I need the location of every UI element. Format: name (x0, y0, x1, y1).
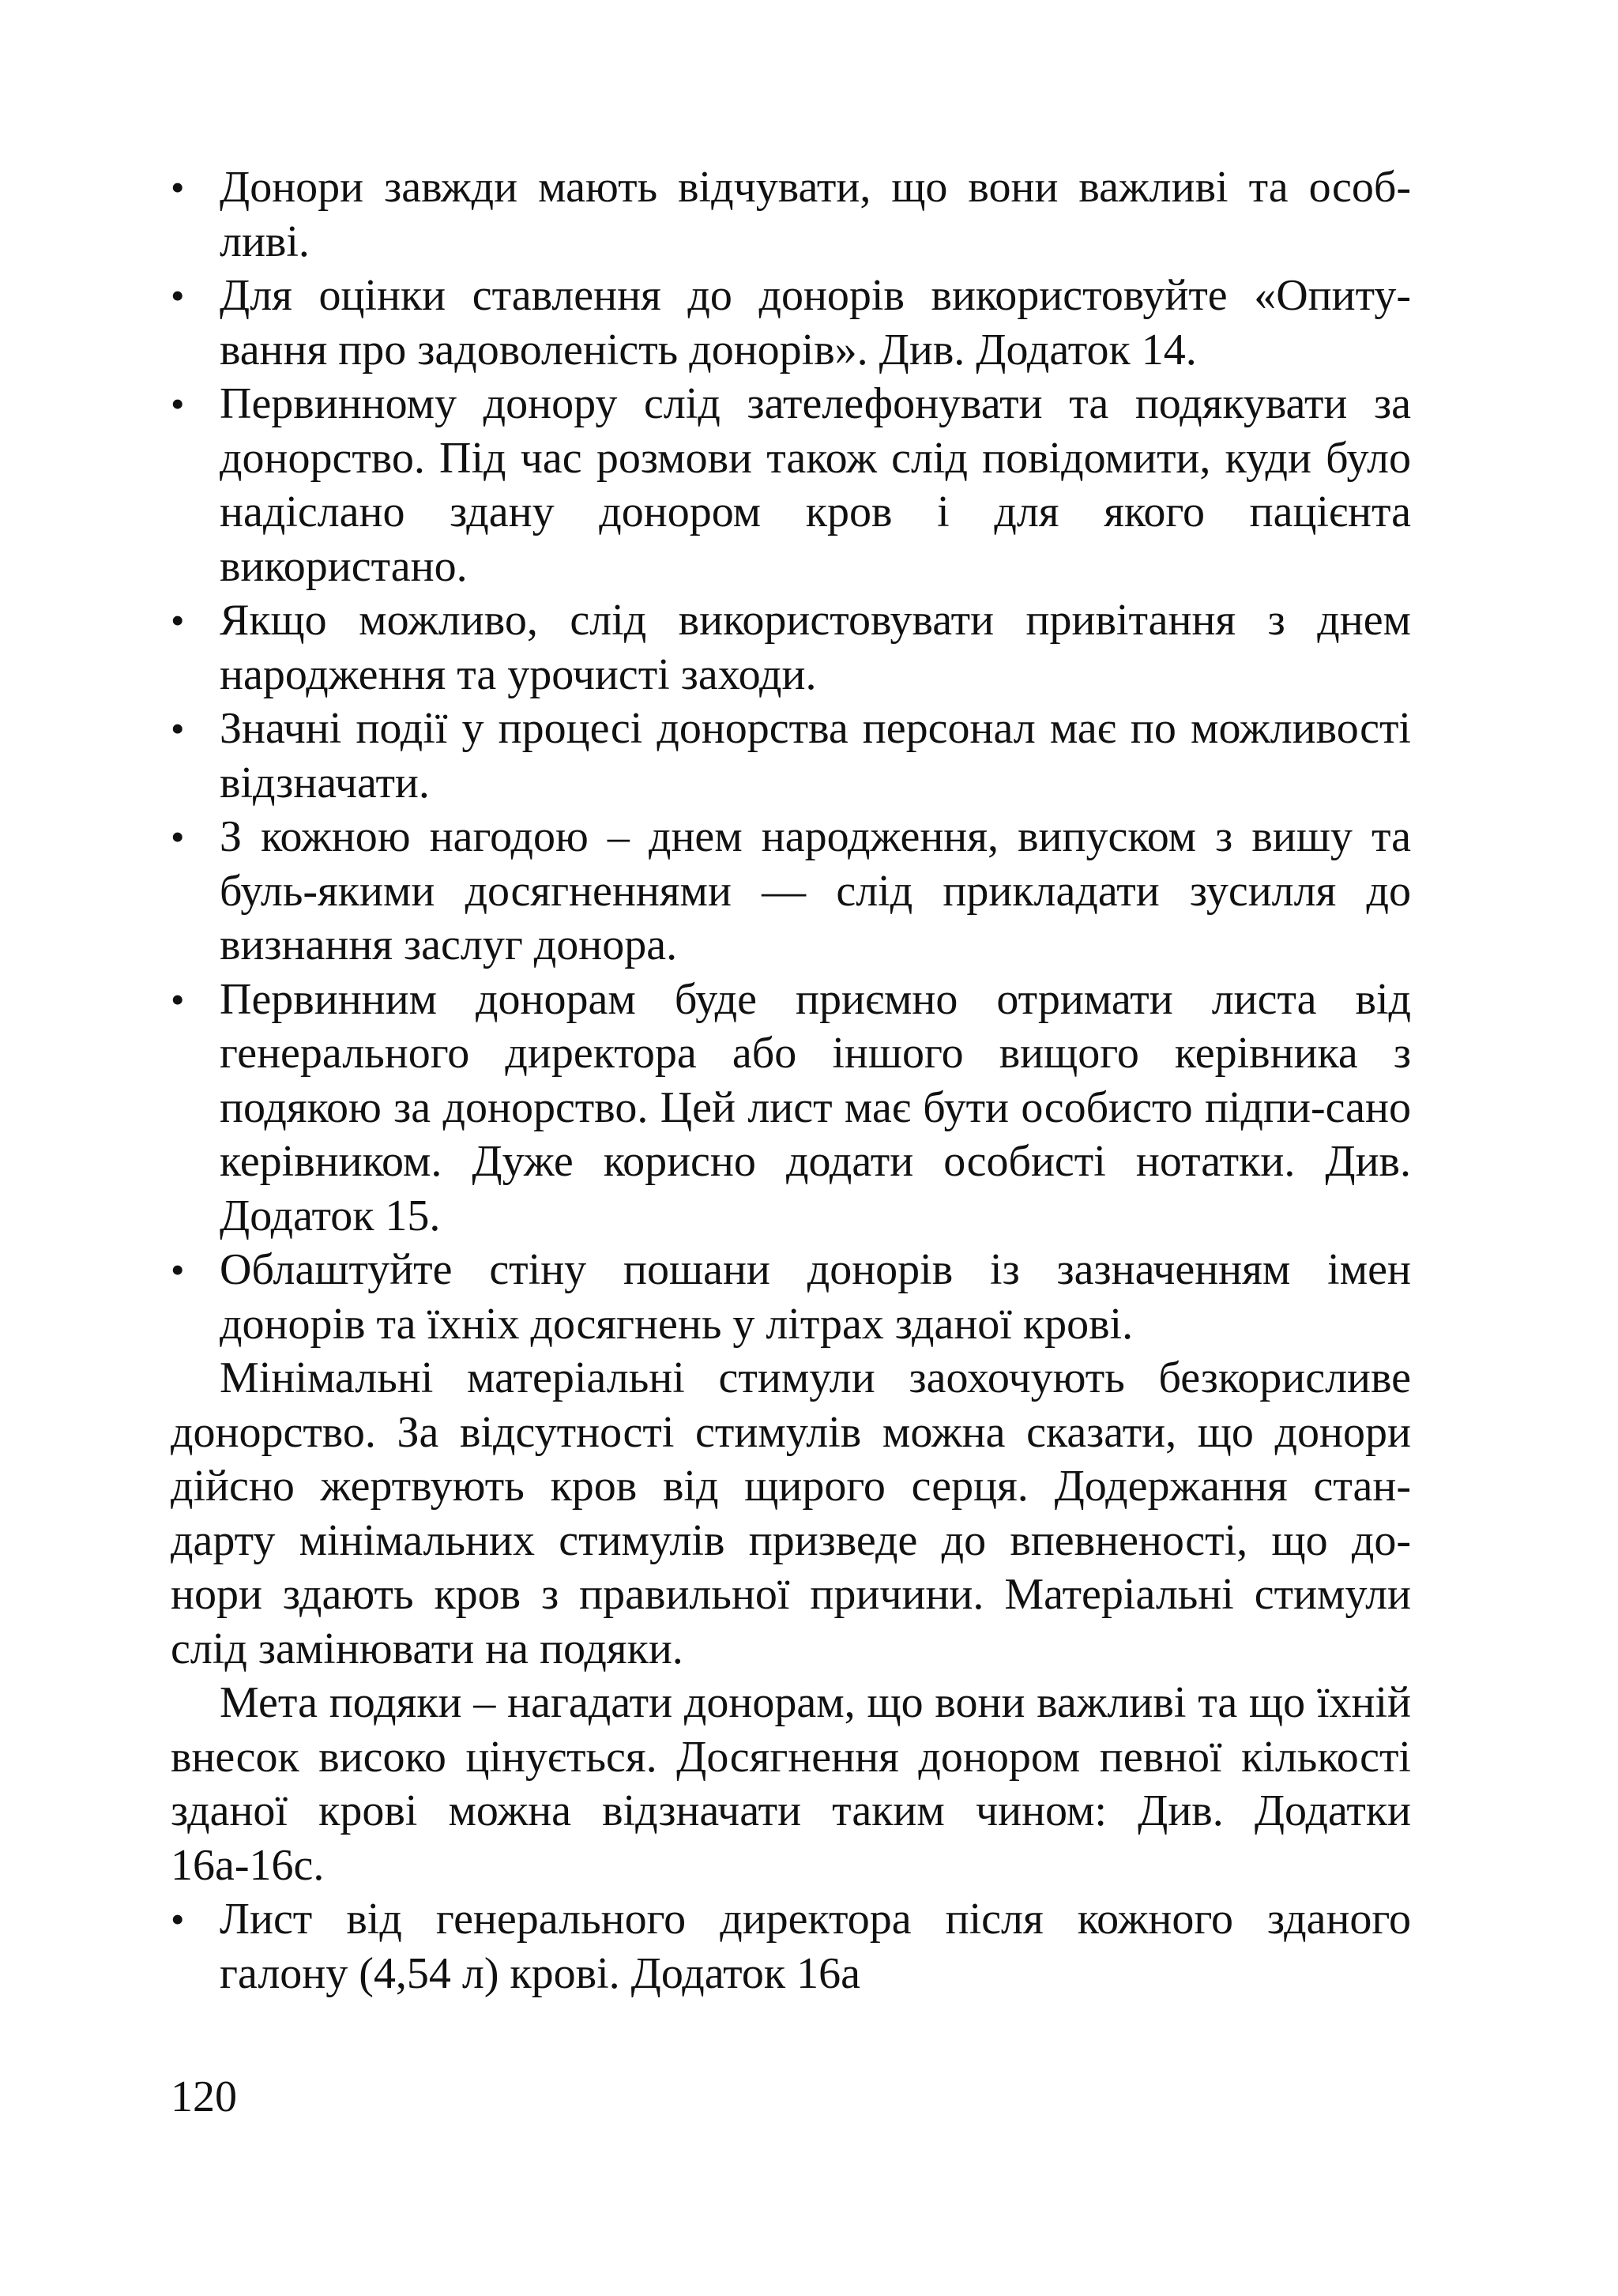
list-item (171, 377, 1411, 593)
page-body (171, 160, 1411, 2001)
paragraph: Мета подяки – нагадати донорам, що вони важливі та що їхній внесок високо цінується. Досягнення донором певної кількості зданої крові можна відзначати таким чином: Див. Додатки 16а-16с. (171, 1678, 1411, 1890)
list-item (171, 702, 1411, 810)
list-item-text: Первинним донорам буде приємно отримати листа від генерального директора або іншого вищого керівника з подякою за донорство. Цей лист має бути особисто підпи-сано керівником. Дуже корисно додати особисті нотатки. Див. Додаток 15. (220, 974, 1411, 1240)
bullet-list-2 (171, 1892, 1411, 2001)
bullet-list-1 (171, 160, 1411, 1351)
list-item-text: З кожною нагодою – днем народження, випуском з вишу та буль-якими досягненнями — слід прикладати зусилля до визнання заслуг донора. (220, 812, 1411, 969)
bullet-icon: • (171, 1897, 185, 1941)
list-item (171, 269, 1411, 377)
list-item (171, 810, 1411, 973)
list-item-text: Облаштуйте стіну пошани донорів із зазначенням імен донорів та їхніх досягнень у літрах зданої крові. (220, 1245, 1411, 1349)
bullet-icon: • (171, 815, 185, 859)
list-item-text: Для оцінки ставлення до донорів використовуйте «Опиту-вання про задоволеність донорів». Див. Додаток 14. (220, 271, 1411, 375)
list-item (171, 973, 1411, 1244)
bullet-icon: • (171, 273, 185, 318)
list-item-text: Лист від генерального директора після кожного зданого галону (4,54 л) крові. Додаток 16а (220, 1895, 1411, 1998)
bullet-icon: • (171, 598, 185, 642)
page-number: 120 (171, 2072, 237, 2121)
list-item-text: Донори завжди мають відчувати, що вони важливі та особ-ливі. (220, 163, 1411, 266)
paragraph: Мінімальні матеріальні стимули заохочують безкорисливе донорство. За відсутності стимулів можна сказати, що донори дійсно жертвують кров від щирого серця. Додержання стан-дарту мінімальних стимулів призведе до впевненості, що до-нори здають кров з правильної причини. Матеріальні стимули слід замінювати на подяки. (171, 1353, 1411, 1673)
list-item (171, 1243, 1411, 1351)
bullet-icon: • (171, 1248, 185, 1292)
list-item (171, 593, 1411, 702)
list-item (171, 160, 1411, 269)
bullet-icon: • (171, 706, 185, 751)
list-item (171, 1892, 1411, 2001)
list-item-text: Первинному донору слід зателефонувати та подякувати за донорство. Під час розмови також слід повідомити, куди було надіслано здану донором кров і для якого пацієнта використано. (220, 379, 1411, 591)
list-item-text: Якщо можливо, слід використовувати привітання з днем народження та урочисті заходи. (220, 596, 1411, 699)
bullet-icon: • (171, 165, 185, 209)
list-item-text: Значні події у процесі донорства персонал має по можливості відзначати. (220, 704, 1411, 807)
bullet-icon: • (171, 382, 185, 426)
bullet-icon: • (171, 977, 185, 1022)
